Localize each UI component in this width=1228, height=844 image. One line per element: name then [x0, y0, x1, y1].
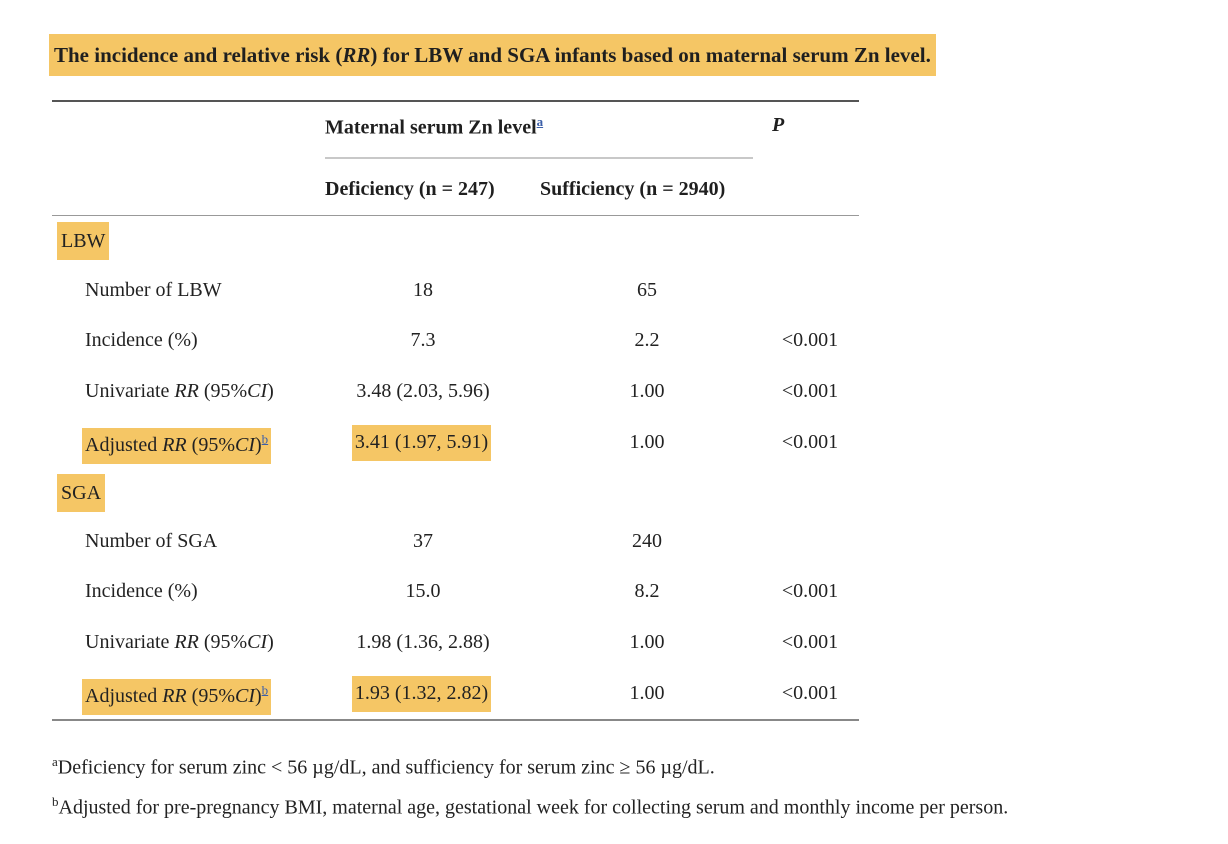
cell-deficiency: 3.41 (1.97, 5.91) [323, 431, 523, 454]
cell-p: <0.001 [781, 380, 839, 402]
footnote-link-a[interactable]: a [536, 114, 544, 129]
cell-p: <0.001 [781, 431, 839, 453]
sufficiency-header: Sufficiency (n = 2940) [540, 178, 726, 200]
row-label: Univariate RR (95%CI) [85, 631, 274, 653]
cell-sufficiency: 1.00 [629, 631, 665, 653]
row-label: Incidence (%) [85, 580, 198, 602]
group-subrule [325, 157, 753, 159]
row-label: Univariate RR (95%CI) [85, 380, 274, 402]
footnote-a: $^a$Deficiency for serum zinc < 56 µg/dL, and sufficiency for serum zinc ≥ 56 µg/dL. [52, 754, 715, 779]
section-lbw: LBW [57, 222, 109, 260]
bottom-rule [52, 719, 859, 721]
deficiency-header: Deficiency (n = 247) [325, 178, 495, 200]
cell-deficiency: 1.98 (1.36, 2.88) [356, 631, 490, 653]
cell-sufficiency: 1.00 [629, 682, 665, 704]
cell-p: <0.001 [781, 329, 839, 351]
footnote-b: $^b$Adjusted for pre-pregnancy BMI, maternal age, gestational week for collecting serum and monthly income per person. [52, 794, 1009, 819]
footnote-link-b[interactable]: b [261, 431, 269, 446]
cell-sufficiency: 8.2 [634, 580, 660, 602]
cell-deficiency: 1.93 (1.32, 2.82) [323, 682, 523, 705]
cell-deficiency: 18 [413, 279, 433, 301]
cell-p: <0.001 [781, 682, 839, 704]
cell-p: <0.001 [781, 580, 839, 602]
cell-deficiency: 15.0 [405, 580, 441, 602]
row-label: Number of LBW [85, 279, 222, 301]
row-label: Adjusted RR $(95\%CI)^b$ [85, 682, 271, 708]
p-header: P [772, 114, 785, 136]
footnote-link-b[interactable]: b [261, 682, 269, 697]
cell-deficiency: 37 [413, 530, 433, 552]
group-header: Maternal serum Zn level$^a$ [325, 114, 544, 139]
table-title: The incidence and relative risk (RR) for LBW and SGA infants based on maternal serum Zn level. [49, 34, 936, 76]
header-rule [52, 215, 859, 216]
cell-sufficiency: 240 [632, 530, 662, 552]
cell-sufficiency: 1.00 [629, 380, 665, 402]
cell-deficiency: 3.48 (2.03, 5.96) [356, 380, 490, 402]
top-rule [52, 100, 859, 102]
row-label: Number of SGA [85, 530, 218, 552]
cell-deficiency: 7.3 [410, 329, 436, 351]
section-sga: SGA [57, 474, 105, 512]
cell-sufficiency: 2.2 [634, 329, 660, 351]
row-label: Adjusted RR $(95\%CI)^b$ [85, 431, 271, 457]
cell-sufficiency: 1.00 [629, 431, 665, 453]
cell-sufficiency: 65 [637, 279, 657, 301]
row-label: Incidence (%) [85, 329, 198, 351]
cell-p: <0.001 [781, 631, 839, 653]
